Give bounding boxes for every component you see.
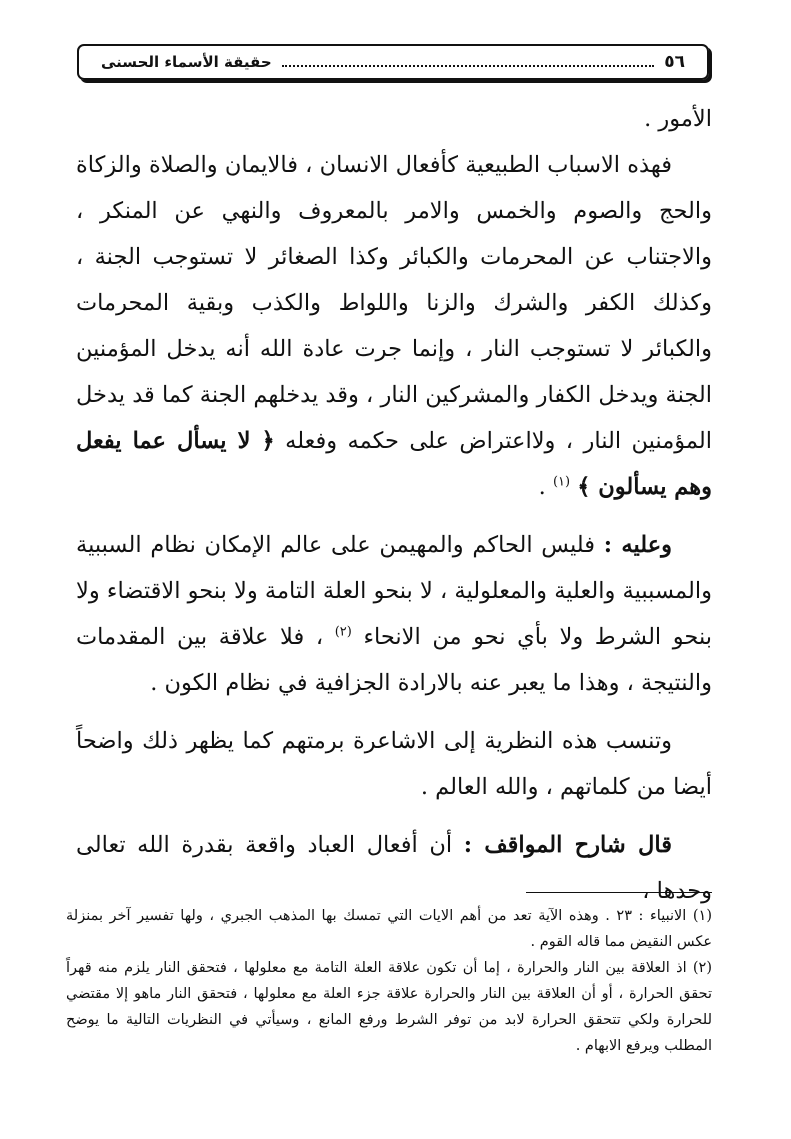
footnote-1: (١) الانبياء : ٢٣ . وهذه الآية تعد من أهم الايات التي تمسك بها المذهب الجبري ، ولها تفسير آخر بمنزلة عكس النقيض مما قاله القوم . (66, 908, 712, 950)
paragraph-continuation: الأمور . (644, 106, 712, 132)
running-header (77, 44, 709, 80)
footnote-ref-1: (١) (552, 474, 571, 490)
header-dot-leader (282, 65, 655, 67)
paragraph-text: فليس الحاكم والمهيمن على عالم الإمكان نظام السببية والمسببية والعلية والمعلولية ، لا بنحو العلة التامة ولا بنحو الاقتضاء ولا بنحو الشرط ولا بأي نحو من الانحاء (76, 532, 712, 650)
paragraph-lead-phrase: قال شارح المواقف : (463, 832, 672, 858)
quran-verse: ﴿ لا يسأل عما يفعل وهم يسألون ﴾ (76, 428, 712, 500)
paragraph-natural-causes (76, 142, 712, 510)
paragraph-end: . (538, 474, 553, 500)
paragraph-text: فهذه الاسباب الطبيعية كأفعال الانسان ، فالايمان والصلاة والزكاة والحج والصوم والخمس والامر بالمعروف والنهي عن المنكر ، والاجتناب عن المحرمات والكبائر وكذا الصغائر لا تستوجب الجنة ، وكذلك الكفر والشرك والزنا واللواط والكذب وبقية المحرمات والكبائر لا تستوجب النار ، وإنما جرت عادة الله أنه يدخل المؤمنين الجنة ويدخل الكفار والمشركين النار ، وقد يدخلهم الجنة كما قد يدخل المؤمنين النار ، ولااعتراض على حكمه وفعله (76, 152, 712, 454)
paragraph-therefore (76, 522, 712, 706)
paragraph-mawaqif-quote (76, 822, 712, 914)
running-title: حقيقة الأسماء الحسنى (101, 53, 272, 71)
page-number: ٥٦ (664, 52, 685, 72)
paragraph-ashari-attribution: وتنسب هذه النظرية إلى الاشاعرة برمتهم كما يظهر ذلك واضحاً أيضا من كلماتهم ، والله العالم . (76, 728, 712, 800)
footnotes (66, 903, 712, 1059)
footnote-ref-2: (٢) (334, 624, 352, 640)
paragraph-text-cont: ، فلا علاقة بين المقدمات والنتيجة ، وهذا ما يعبر عنه بالارادة الجزافية في نظام الكون . (76, 624, 712, 696)
paragraph-lead-word: وعليه : (603, 532, 673, 558)
main-text (76, 96, 712, 914)
footnote-separator (526, 892, 712, 893)
footnote-2: (٢) اذ العلاقة بين النار والحرارة ، إما أن تكون علاقة العلة التامة مع معلولها ، فتحقق النار يلزم منه قهراً تحقق الحرارة ، أو أن العلاقة بين النار والحرارة علاقة جزء العلة مع معلولها ، فتحقق النار ماهو إلا مقتضي للحرارة ولكي تتحقق الحرارة لابد من توفر الشرط ورفع المانع ، وسيأتي في النظريات التالية ما يوضح المطلب ويرفع الابهام . (66, 960, 712, 1054)
paragraph-text: أن أفعال العباد واقعة بقدرة الله تعالى وحدها ، (76, 832, 712, 904)
